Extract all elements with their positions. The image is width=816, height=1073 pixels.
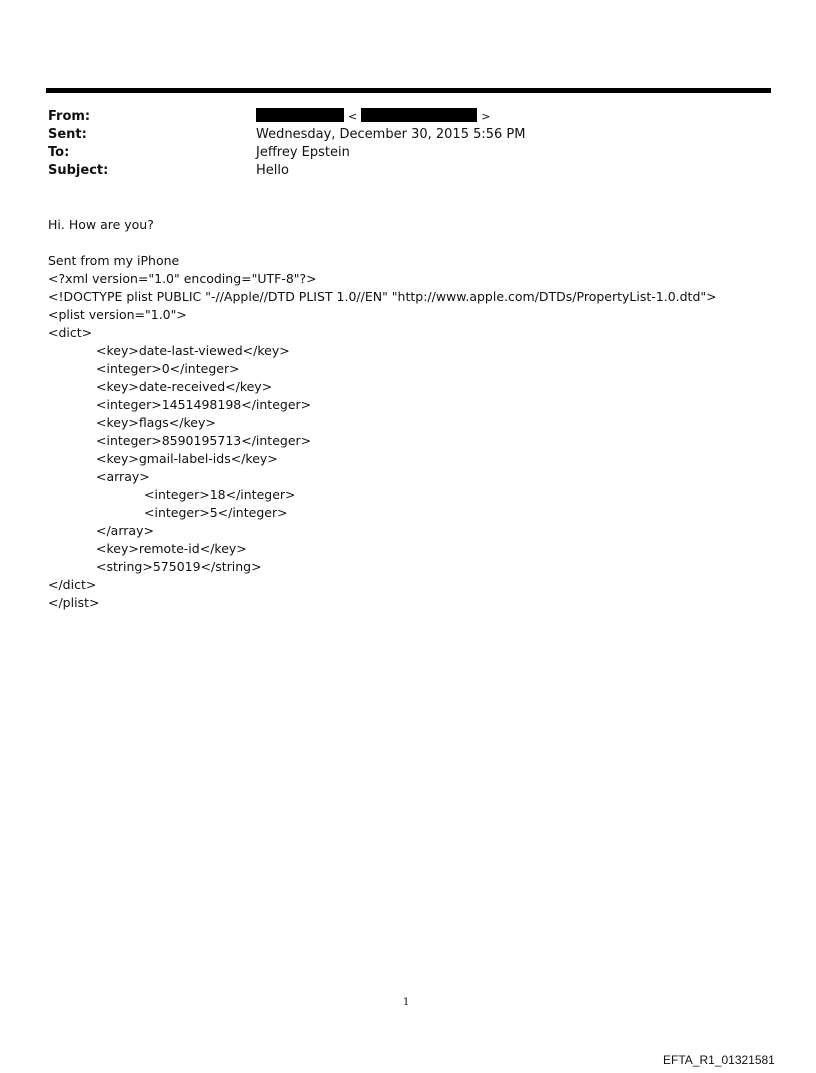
signature-line: Sent from my iPhone [48,253,180,268]
sent-value: Wednesday, December 30, 2015 5:56 PM [256,127,526,142]
code-line: </array> [96,523,154,538]
code-line: <key>date-received</key> [96,379,273,394]
code-line: <array> [96,469,150,484]
to-value: Jeffrey Epstein [256,145,350,160]
from-value [256,108,494,126]
code-line: <integer>1451498198</integer> [96,397,312,412]
code-line: <integer>5</integer> [144,505,288,520]
from-close-bracket: > [481,110,491,123]
code-line: <key>flags</key> [96,415,216,430]
code-line: <integer>8590195713</integer> [96,433,312,448]
code-line: <integer>0</integer> [96,361,240,376]
code-line: </plist> [48,595,100,610]
code-line: <!DOCTYPE plist PUBLIC "-//Apple//DTD PLIST 1.0//EN" "http://www.apple.com/DTDs/PropertyList-1.0.dtd"> [48,289,717,304]
code-line: <key>remote-id</key> [96,541,247,556]
code-line: <dict> [48,325,93,340]
redacted-sender-name [256,108,344,122]
subject-value: Hello [256,163,289,178]
code-line: <integer>18</integer> [144,487,296,502]
bates-number: EFTA_R1_01321581 [663,1053,775,1067]
from-open-bracket: < [348,110,358,123]
code-line: <?xml version="1.0" encoding="UTF-8"?> [48,271,317,286]
code-line: <plist version="1.0"> [48,307,187,322]
redacted-sender-email [361,108,477,122]
subject-label: Subject: [48,163,109,178]
code-line: </dict> [48,577,97,592]
code-line: <key>date-last-viewed</key> [96,343,290,358]
code-line: <string>575019</string> [96,559,262,574]
code-line: <key>gmail-label-ids</key> [96,451,278,466]
sent-label: Sent: [48,127,87,142]
header-rule [46,88,771,93]
to-label: To: [48,145,70,160]
greeting-line: Hi. How are you? [48,217,154,232]
from-label: From: [48,109,91,124]
page-number: 1 [403,997,410,1008]
